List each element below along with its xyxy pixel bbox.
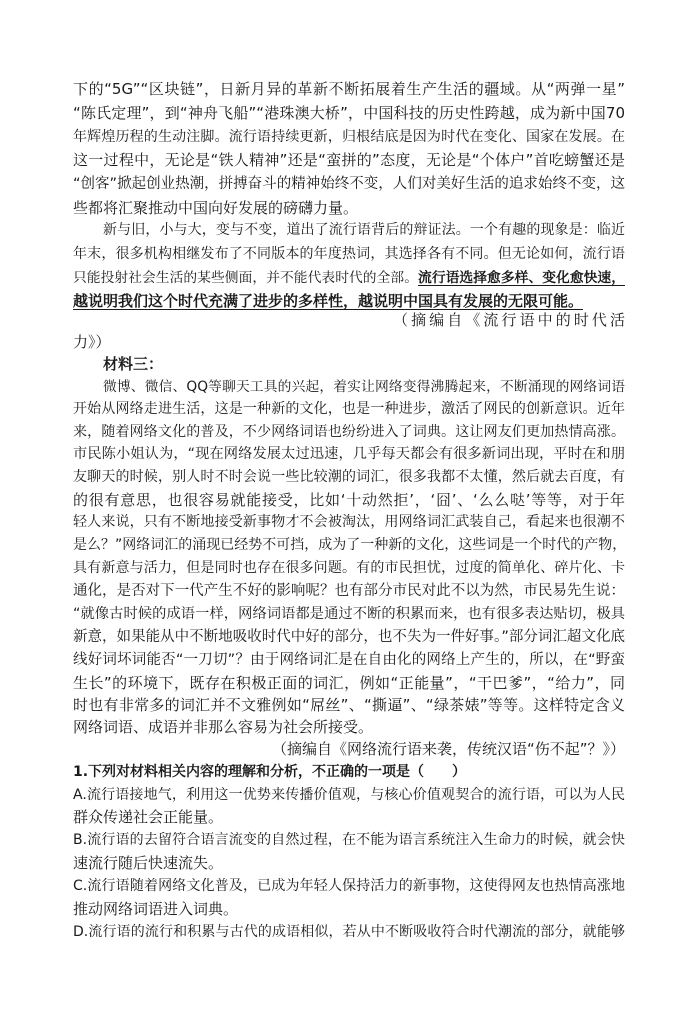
option-text: D.流行语的流行和积累与古代的成语相似，若从中不断吸收符合时代潮流的部分，就能够 xyxy=(73,924,625,940)
text-line: 具有新意与活力，但是同时也存在很多问题。有的市民担忧，过度的简单化、碎片化、卡 xyxy=(73,560,625,576)
text-line: 的很有意思，也很容易就能接受，比如‘十动然拒’，‘囧’、‘么么哒’等等，对于年 xyxy=(73,491,625,509)
text-line: 来，随着网络文化的普及，不少网络词语也纷纷进入了词典。这让网友们更加热情高涨。 xyxy=(73,424,625,440)
text-line: 微博、微信、QQ等聊天工具的兴起，着实让网络变得沸腾起来，不断涌现的网络词语 xyxy=(103,379,625,395)
text-line: 些都将汇聚推动中国向好发展的磅礴力量。 xyxy=(73,199,359,217)
source-citation: （摘编自《流行语中的时代活 xyxy=(393,311,625,329)
text-line: 生长”的环境下，既存在积极正面的词汇，例如“正能量”，“干巴爹”，“给力”，同 xyxy=(73,674,625,692)
text-line: 轻人来说，只有不断地接受新事物才不会被淘汰，用网络词汇武装自己，看起来也很潮不 xyxy=(73,514,625,530)
text-line: 这一过程中，无论是“铁人精神”还是“蛮拼的”态度，无论是“个体户”首吃螃蟹还是 xyxy=(73,151,625,169)
text-line: 新意，如果能从中不断地吸收时代中好的部分，也不失为一件好事。”部分词汇超文化底 xyxy=(73,629,625,645)
text-line: 友聊天的时候，别人时不时会说一些比较潮的词汇，很多我都不太懂，然后就去百度，有 xyxy=(73,469,625,485)
option-text: 速流行随后快速流失。 xyxy=(73,854,224,872)
option-text: C.流行语随着网络文化普及，已成为年轻人保持活力的新事物，这使得网友也热情高涨地 xyxy=(73,878,625,894)
text-line xyxy=(73,267,625,289)
text-line: 网络词语、成语并非那么容易为社会所接受。 xyxy=(73,718,374,736)
text-line: 年辉煌历程的生动注脚。流行语持续更新，归根结底是因为时代在变化、国家在发展。在 xyxy=(73,129,625,145)
text-line: 时也有非常多的词汇并不文雅例如“屌丝”、“撕逼”、“绿茶婊”等等。这样特定含义 xyxy=(73,696,625,714)
option-text: B.流行语的去留符合语言流变的自然过程，在不能为语言系统注入生命力的时候，就会快 xyxy=(73,832,625,848)
emphasized-text-line: 越说明我们这个时代充满了进步的多样性，越说明中国具有发展的无限可能。 xyxy=(73,292,584,310)
option-text: 群众传递社会正能量。 xyxy=(73,808,224,826)
option-text: A.流行语接地气，利用这一优势来传播价值观，与核心价值观契合的流行语，可以为人民 xyxy=(73,787,625,803)
text-line: “创客”掀起创业热潮，拼搏奋斗的精神始终不变，人们对美好生活的追求始终不变，这 xyxy=(73,176,625,192)
text-line: 新与旧，小与大，变与不变，道出了流行语背后的辩证法。一个有趣的现象是：临近 xyxy=(103,222,625,238)
text-line: 线好词坏词能否“一刀切”？由于网络词汇是在自由化的网络上产生的，所以，在“野蛮 xyxy=(73,652,625,668)
text-line: 是么？”网络词汇的涌现已经势不可挡，成为了一种新的文化，这些词是一个时代的产物， xyxy=(73,537,627,553)
text-line: 年末，很多机构相继发布了不同版本的年度热词，其选择各有不同。但无论如何，流行语 xyxy=(73,246,625,262)
text-line: 通化，是否对下一代产生不好的影响呢？也有部分市民对此不以为然，市民易先生说： xyxy=(73,583,625,599)
source-citation: 力》） xyxy=(73,333,111,351)
source-citation: （摘编自《网络流行语来袭，传统汉语“伤不起”？》） xyxy=(271,740,625,758)
section-heading: 材料三： xyxy=(103,355,164,373)
text-line: 开始从网络走进生活，这是一种新的文化，也是一种进步，激活了网民的创新意识。近年 xyxy=(73,401,625,417)
option-text: 推动网络词语进入词典。 xyxy=(73,900,239,918)
text-line: “就像古时候的成语一样，网络词语都是通过不断的积累而来，也有很多表达贴切，极具 xyxy=(73,606,625,622)
plain-text: 只能投射社会生活的某些侧面，并不能代表时代的全部。 xyxy=(73,270,419,286)
question-stem: 1.下列对材料相关内容的理解和分析，不正确的一项是（ ） xyxy=(73,764,467,780)
text-line: 市民陈小姐认为，“现在网络发展太过迅速，几乎每天都会有很多新词出现，平时在和朋 xyxy=(73,446,625,462)
text-line: 下的“5G”“区块链”，日新月异的革新不断拓展着生产生活的疆域。从“两弹一星” xyxy=(73,80,625,98)
emphasized-text: 流行语选择愈多样、变化愈快速， xyxy=(418,270,625,286)
text-line: “陈氏定理”，到“神舟飞船”“港珠澳大桥”，中国科技的历史性跨越，成为新中国70 xyxy=(73,104,625,122)
